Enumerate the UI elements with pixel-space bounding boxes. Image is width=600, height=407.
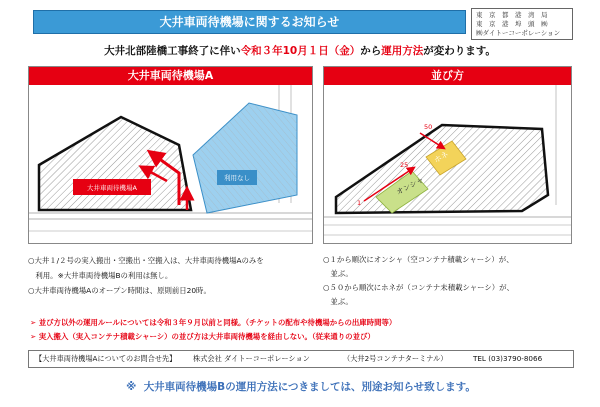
note-a-line-1: ○大井１/２号の実入搬出・空搬出・空搬入は、大井車両待機場Aのみを <box>28 256 264 265</box>
issuer-port-terminal: 東 京 港 埠 頭 ㈱ <box>476 20 548 28</box>
announcement-prefix: 大井北部陸橋工事終了に伴い <box>104 45 241 57</box>
notes-queue-order <box>323 253 572 311</box>
panel-b-title: 並び方 <box>324 67 571 85</box>
announcement-date: 令和３年10月１日（金） <box>240 45 361 57</box>
panel-a-title: 大井車両待機場A <box>29 67 312 85</box>
issuer-daito: ㈱ダイトーコーポレーション <box>476 29 561 37</box>
note-b-line-1: ○１から順次にオンシャ（空コンテナ積載シャーシ）が、 <box>323 255 514 264</box>
rule-line-1: ➢ 並び方以外の運用ルールについては令和３年９月以前と同様。（チケットの配布や待機場からの出庫時間等） <box>30 318 397 327</box>
footer-text: 大井車両待機場Bの運用方法につきましては、別途お知らせ致します。 <box>143 381 476 393</box>
note-a-line-2: 利用。※大井車両待機場Bの利用は無し。 <box>28 271 173 280</box>
map-queue-order <box>324 85 571 243</box>
announcement-method: 運用方法 <box>381 45 424 57</box>
note-b-line-3: ○５０から順次にホネが（コンテナ未積載シャーシ）が、 <box>323 283 514 292</box>
contact-terminal: （大井2号コンテナターミナル） <box>343 354 448 363</box>
footer-notice <box>28 378 574 396</box>
page-title: 大井車両待機場に関するお知らせ <box>159 15 340 29</box>
queue-number-1: 1 <box>357 199 362 207</box>
note-a-line-3: ○大井車両待機場Aのオープン時間は、原則前日20時。 <box>28 286 211 295</box>
contact-label: 【大井車両待機場Aについてのお問合せ先】 <box>35 354 177 363</box>
announcement-suffix: が変わります。 <box>423 45 496 57</box>
issuer-box <box>471 8 573 40</box>
issuer-port-authority: 東 京 都 港 湾 局 <box>476 11 548 19</box>
announcement <box>26 42 574 60</box>
contact-box <box>28 350 574 368</box>
note-b-line-2: 並ぶ。 <box>323 269 353 278</box>
map-standby-area-a <box>29 85 312 243</box>
notes-area-a <box>28 253 313 311</box>
announcement-middle: から <box>360 45 382 57</box>
panel-queue-order <box>323 66 572 244</box>
queue-number-25: 25 <box>400 161 409 169</box>
contact-company: 株式会社 ダイトーコーポレーション <box>193 354 310 363</box>
unused-map-label: 利用なし <box>224 174 250 182</box>
contact-tel: TEL (03)3790-8066 <box>473 354 543 363</box>
rule-line-2: ➢ 実入搬入（実入コンテナ積載シャーシ）の並び方は大井車両待機場を経由しない。（従来通りの並び） <box>30 332 375 341</box>
area-a-map-label: 大井車両待機場A <box>87 184 137 192</box>
hone-map-label: ホネ <box>432 149 450 165</box>
queue-number-50: 50 <box>424 123 433 131</box>
operation-rules <box>30 316 574 346</box>
panel-standby-area-a <box>28 66 313 244</box>
note-b-line-4: 並ぶ。 <box>323 297 353 306</box>
footer-mark: ※ <box>126 381 137 393</box>
onsha-map-label: オンシャ <box>394 174 426 197</box>
